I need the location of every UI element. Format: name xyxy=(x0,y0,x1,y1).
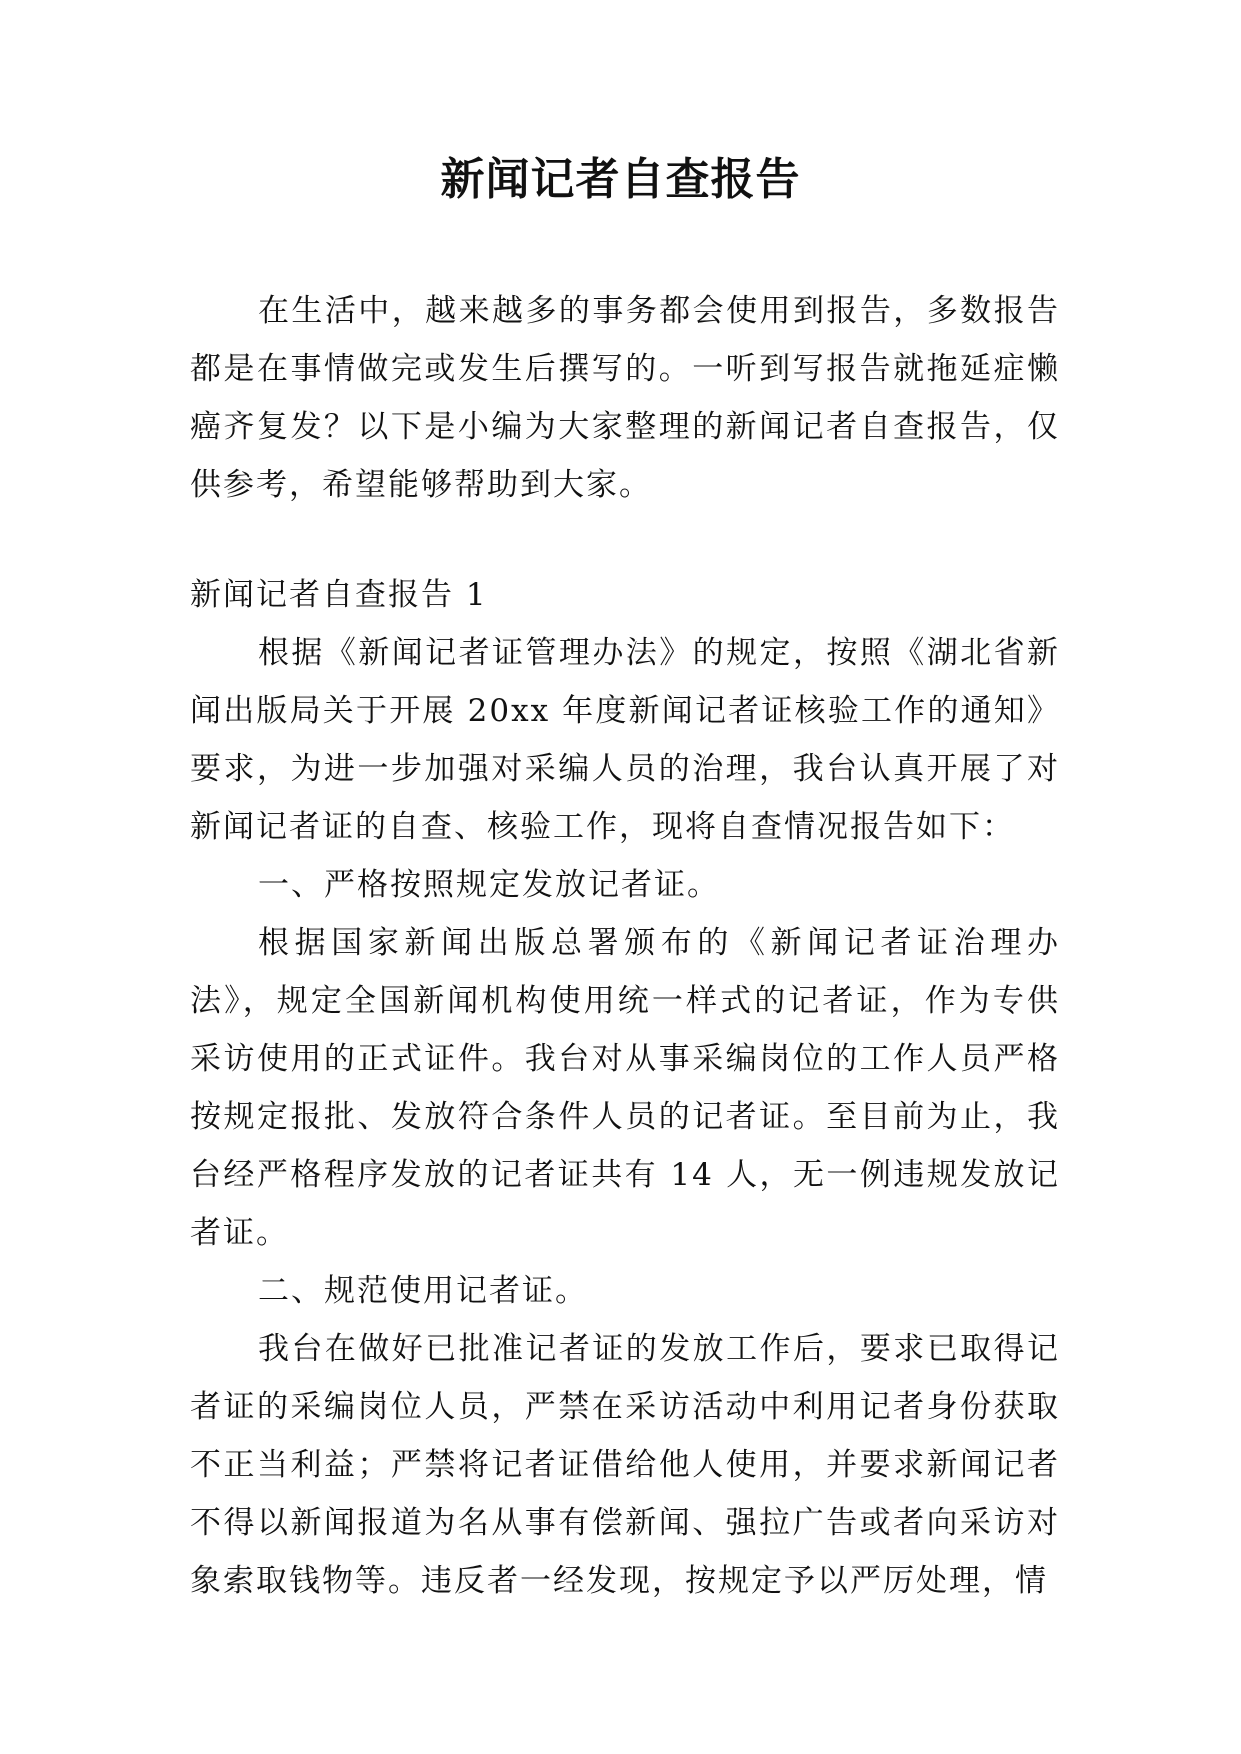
heading-strict-issuance: 一、严格按照规定发放记者证。 xyxy=(258,867,720,903)
intro-paragraph: 在生活中，越来越多的事务都会使用到报告，多数报告都是在事情做完或发生后撰写的。一听到写报告就拖延症懒癌齐复发？以下是小编为大家整理的新闻记者自查报告，仅供参考，希望能够帮助到大家。 xyxy=(190,293,1060,503)
heading-standard-usage: 二、规范使用记者证。 xyxy=(258,1273,588,1309)
body-paragraph-3: 我台在做好已批准记者证的发放工作后，要求已取得记者证的采编岗位人员，严禁在采访活动中利用记者身份获取不正当利益；严禁将记者证借给他人使用，并要求新闻记者不得以新闻报道为名从事有偿新闻、强拉广告或者向采访对象索取钱物等。违反者一经发现，按规定予以严厉处理，情 xyxy=(190,1331,1060,1599)
body-paragraph-2: 根据国家新闻出版总署颁布的《新闻记者证治理办法》，规定全国新闻机构使用统一样式的记者证，作为专供采访使用的正式证件。我台对从事采编岗位的工作人员严格按规定报批、发放符合条件人员的记者证。至目前为止，我台经严格程序发放的记者证共有 14 人，无一例违规发放记者证。 xyxy=(190,925,1060,1251)
section-title: 新闻记者自查报告 1 xyxy=(190,577,488,613)
body-paragraph-1: 根据《新闻记者证管理办法》的规定，按照《湖北省新闻出版局关于开展 20xx 年度新闻记者证核验工作的通知》要求，为进一步加强对采编人员的治理，我台认真开展了对新闻记者证的自查、核验工作，现将自查情况报告如下： xyxy=(190,635,1060,845)
document-body xyxy=(190,282,1060,1610)
document-title: 新闻记者自查报告 xyxy=(440,154,801,205)
